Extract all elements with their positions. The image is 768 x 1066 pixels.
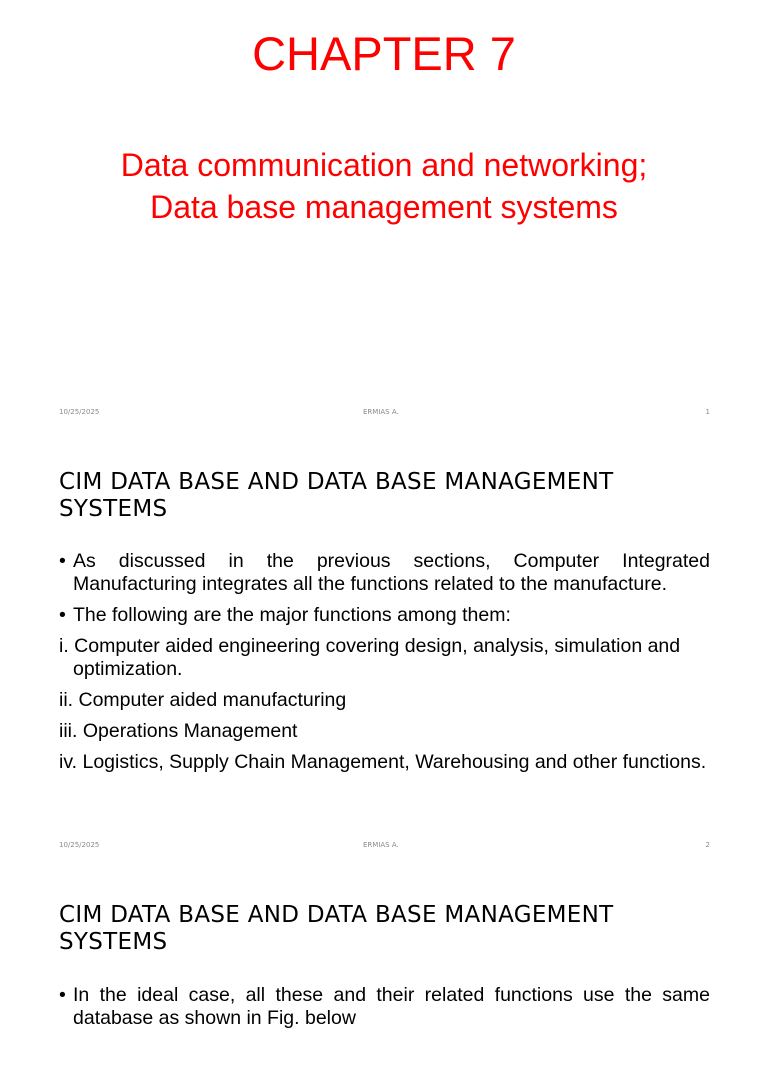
slide-content — [59, 984, 710, 1038]
slide-2 — [0, 433, 768, 865]
numbered-item: i. Computer aided engineering covering design, analysis, simulation and optimization. — [59, 635, 681, 680]
slide-footer — [59, 841, 710, 853]
subtitle-line-1: Data communication and networking; — [120, 147, 648, 183]
numbered-item: iv. Logistics, Supply Chain Management, Warehousing and other functions. — [59, 751, 707, 773]
subtitle-line-2: Data base management systems — [150, 189, 618, 225]
slide-heading: CIM DATA BASE AND DATA BASE MANAGEMENT SYSTEMS — [59, 469, 614, 522]
bullet-text: The following are the major functions among them: — [73, 604, 511, 626]
footer-author: ERMIAS A. — [363, 408, 399, 416]
footer-page-number: 1 — [705, 408, 710, 416]
bullet-item — [59, 550, 710, 596]
bullet-item — [59, 604, 710, 627]
chapter-subtitle — [40, 144, 728, 228]
bullet-icon: • — [59, 984, 66, 1006]
footer-author: ERMIAS A. — [363, 841, 399, 849]
slide-content — [59, 550, 710, 782]
footer-date: 10/25/2025 — [59, 408, 100, 416]
footer-date: 10/25/2025 — [59, 841, 100, 849]
slide-1 — [0, 0, 768, 432]
bullet-item — [59, 984, 710, 1030]
numbered-item: ii. Computer aided manufacturing — [59, 689, 347, 711]
bullet-icon: • — [59, 604, 66, 626]
footer-page-number: 2 — [705, 841, 710, 849]
slide-3 — [0, 866, 768, 1066]
bullet-text: As discussed in the previous sections, Computer Integrated Manufacturing integrates all the functions related to the manufacture. — [73, 550, 710, 595]
bullet-icon: • — [59, 550, 66, 572]
slide-heading: CIM DATA BASE AND DATA BASE MANAGEMENT SYSTEMS — [59, 902, 614, 955]
numbered-item: iii. Operations Management — [59, 720, 298, 742]
bullet-text: In the ideal case, all these and their related functions use the same database as shown in Fig. below — [73, 984, 710, 1029]
chapter-title: CHAPTER 7 — [252, 27, 516, 80]
slide-footer — [59, 408, 710, 420]
